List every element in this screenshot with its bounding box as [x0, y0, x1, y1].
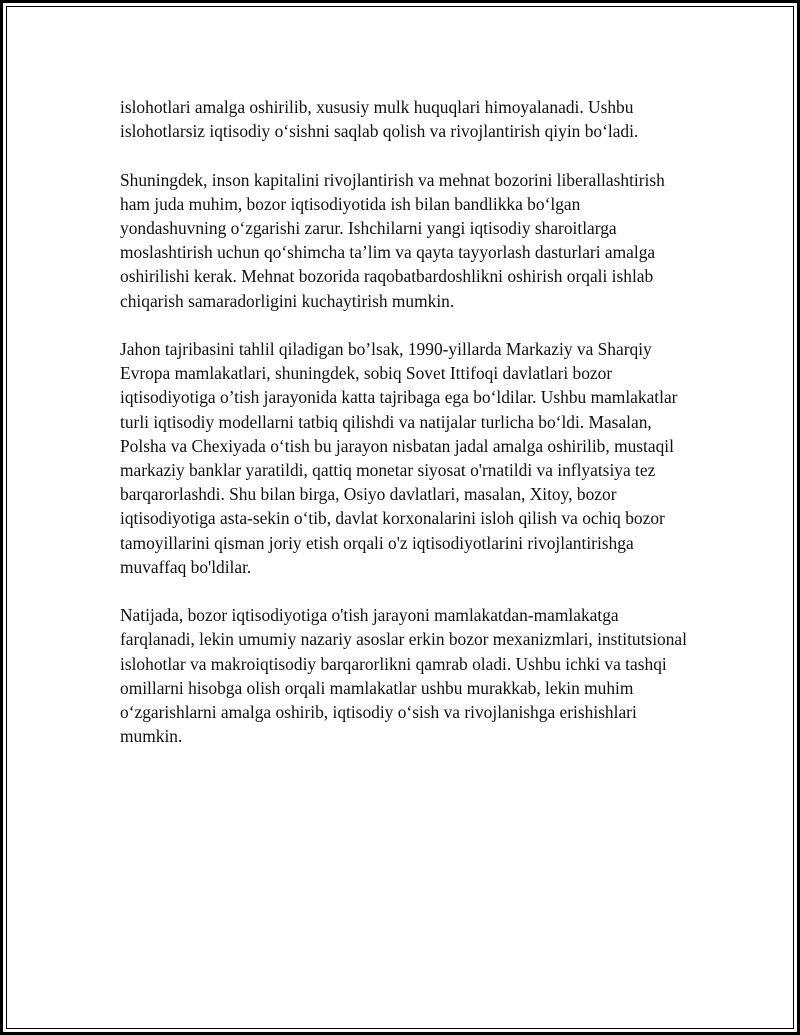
- document-body: [120, 95, 690, 773]
- paragraph-4: Natijada, bozor iqtisodiyotiga o'tish jarayoni mamlakatdan-mamlakatga farqlanadi, lekin umumiy nazariy asoslar erkin bozor mexanizmlari, institutsional islohotlar va makroiqtisodiy barqarorlikni qamrab oladi. Ushbu ichki va tashqi omillarni hisobga olish orqali mamlakatlar ushbu murakkab, lekin muhim o‘zgarishlarni amalga oshirib, iqtisodiy o‘sish va rivojlanishga erishishlari mumkin.: [120, 605, 687, 747]
- paragraph-2: Shuningdek, inson kapitalini rivojlantirish va mehnat bozorini liberallashtirish ham juda muhim, bozor iqtisodiyotida ish bilan bandlikka bo‘lgan yondashuvning o‘zgarishi zarur. Ishchilarni yangi iqtisodiy sharoitlarga moslashtirish uchun qo‘shimcha ta’lim va qayta tayyorlash dasturlari amalga oshirilishi kerak. Mehnat bozorida raqobatbardoshlikni oshirish orqali ishlab chiqarish samaradorligini kuchaytirish mumkin.: [120, 169, 665, 311]
- paragraph-3: Jahon tajribasini tahlil qiladigan bo’lsak, 1990-yillarda Markaziy va Sharqiy Evropa mamlakatlari, shuningdek, sobiq Sovet Ittifoqi davlatlari bozor iqtisodiyotiga o’tish jarayonida katta tajribaga ega bo‘ldilar. Ushbu mamlakatlar turli iqtisodiy modellarni tatbiq qilishdi va natijalar turlicha bo‘ldi. Masalan, Polsha va Chexiyada o‘tish bu jarayon nisbatan jadal amalga oshirilib, mustaqil markaziy banklar yaratildi, qattiq monetar siyosat o'rnatildi va inflyatsiya tez barqarorlashdi. Shu bilan birga, Osiyo davlatlari, masalan, Xitoy, bozor iqtisodiyotiga asta-sekin o‘tib, davlat korxonalarini isloh qilish va ochiq bozor tamoyillarini qisman joriy etish orqali o'z iqtisodiyotlarini rivojlantirishga muvaffaq bo'ldilar.: [120, 339, 678, 577]
- paragraph-1: islohotlari amalga oshirilib, xususiy mulk huquqlari himoyalanadi. Ushbu islohotlarsiz iqtisodiy o‘sishni saqlab qolish va rivojlantirish qiyin bo‘ladi.: [120, 97, 639, 142]
